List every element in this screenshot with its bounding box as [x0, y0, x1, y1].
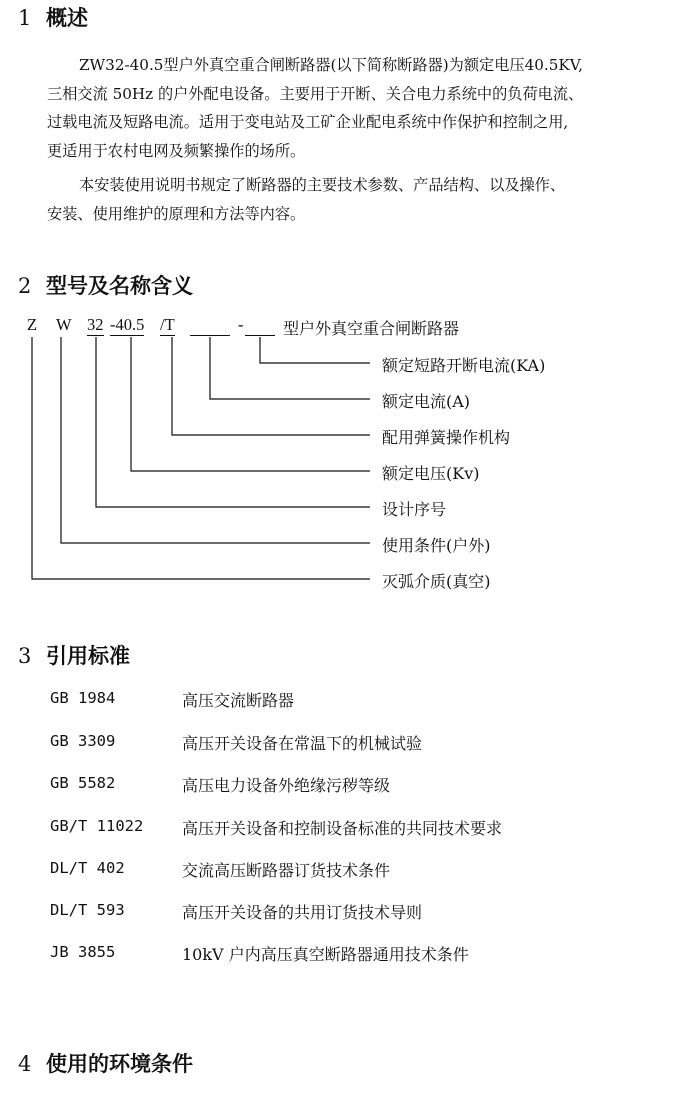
standard-code: GB/T 11022 — [50, 817, 144, 835]
meaning-design-number: 设计序号 — [382, 500, 447, 519]
meaning-breaking-current: 额定短路开断电流(KA) — [382, 356, 546, 375]
code-part-w: W — [56, 315, 72, 334]
code-part-voltage: -40.5 — [110, 315, 145, 334]
standard-name: 高压开关设备的共用订货技术导则 — [182, 903, 423, 922]
code-part-dash: - — [238, 315, 244, 334]
section-title: 引用标准 — [46, 643, 130, 668]
standard-code: DL/T 593 — [50, 901, 125, 919]
standard-name: 高压开关设备和控制设备标准的共同技术要求 — [182, 819, 503, 838]
connector-voltage — [131, 337, 370, 471]
meaning-rated-current: 额定电流(A) — [382, 392, 471, 411]
section-number: 1 — [18, 6, 32, 30]
meaning-mechanism: 配用弹簧操作机构 — [382, 428, 511, 447]
section-title: 概述 — [46, 5, 88, 30]
text-line: ZW32-40.5型户外真空重合闸断路器(以下简称断路器)为额定电压40.5KV, — [79, 56, 583, 74]
section-title: 使用的环境条件 — [46, 1051, 193, 1076]
text-line: 三相交流 50Hz 的户外配电设备。主要用于开断、关合电力系统中的负荷电流、 — [47, 84, 584, 103]
standard-code: GB 5582 — [50, 774, 116, 792]
standard-name: 10kV 户内高压真空断路器通用技术条件 — [182, 945, 469, 964]
meaning-usage-condition: 使用条件(户外) — [382, 536, 491, 555]
text-line: 过载电流及短路电流。适用于变电站及工矿企业配电系统中作保护和控制之用, — [47, 113, 569, 131]
meaning-arc-medium: 灭弧介质(真空) — [382, 572, 491, 591]
text-line: 更适用于农村电网及频繁操作的场所。 — [47, 141, 306, 160]
section-title: 型号及名称含义 — [46, 273, 193, 298]
connector-mechanism — [172, 337, 370, 435]
section-number: 4 — [18, 1052, 32, 1076]
standard-code: DL/T 402 — [50, 859, 125, 877]
code-part-mechanism: /T — [160, 315, 175, 334]
code-part-z: Z — [27, 315, 38, 334]
connector-usage-condition — [61, 337, 370, 543]
code-part-series: 32 — [87, 315, 104, 334]
standard-name: 高压电力设备外绝缘污秽等级 — [182, 776, 391, 795]
standard-name: 交流高压断路器订货技术条件 — [182, 861, 391, 880]
connector-breaking-current — [260, 337, 370, 363]
meaning-rated-voltage: 额定电压(Kv) — [382, 464, 480, 483]
standard-code: GB 3309 — [50, 732, 116, 750]
section-number: 2 — [18, 274, 32, 298]
section-number: 3 — [18, 644, 32, 668]
standard-name: 高压开关设备在常温下的机械试验 — [182, 734, 423, 753]
text-line: 本安装使用说明书规定了断路器的主要技术参数、产品结构、以及操作、 — [79, 176, 565, 194]
standard-code: JB 3855 — [50, 943, 116, 961]
standard-name: 高压交流断路器 — [182, 691, 295, 710]
section-heading-4 — [18, 1048, 193, 1078]
model-name-suffix: 型户外真空重合闸断路器 — [283, 319, 460, 338]
section-heading-3 — [18, 640, 130, 670]
standard-code: GB 1984 — [50, 689, 116, 707]
text-line: 安装、使用维护的原理和方法等内容。 — [47, 204, 306, 223]
connector-rated-current — [210, 337, 370, 399]
